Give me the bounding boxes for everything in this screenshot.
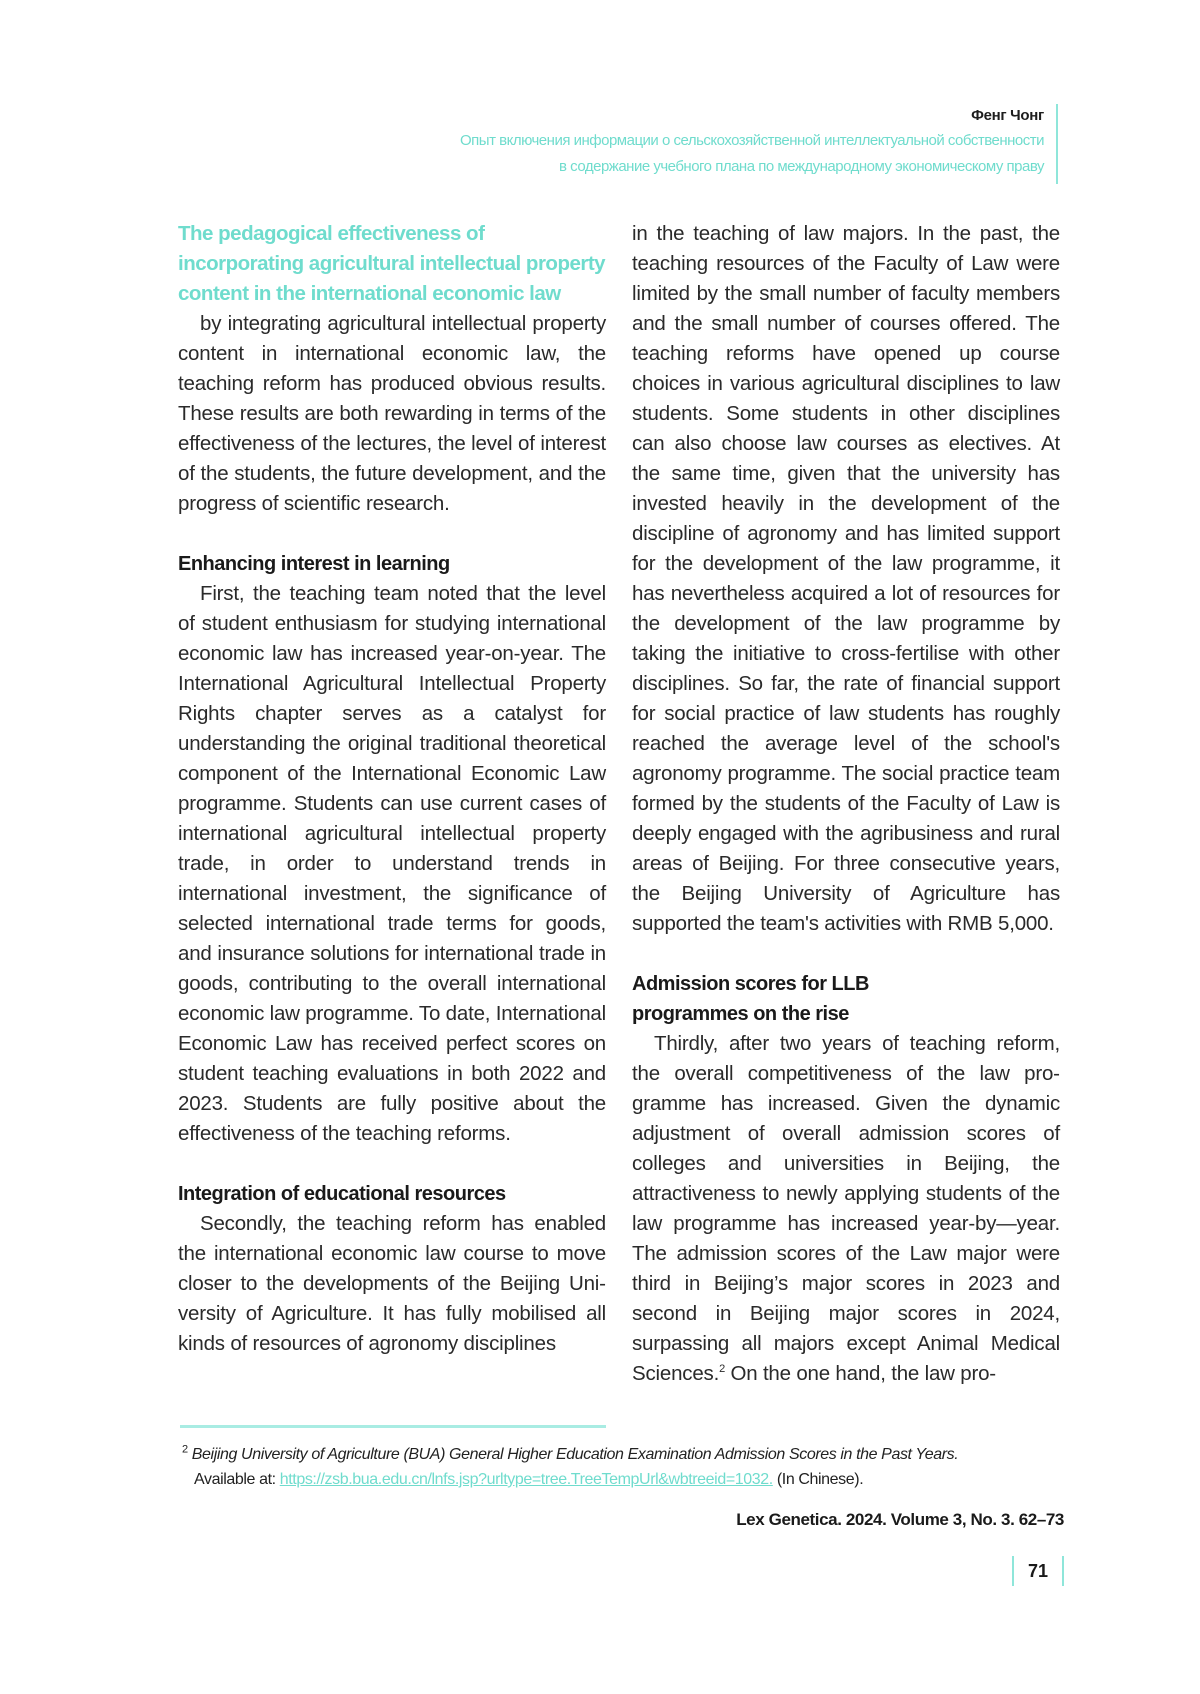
running-head-title-line2: в содержание учебного плана по международному экономическому праву: [559, 158, 1044, 175]
paragraph-admission: [632, 1029, 1060, 1389]
footnote-source: Beijing University of Agriculture (BUA) General Higher Education Examination Admission Scores in the Past Years.: [191, 1446, 959, 1463]
section-title: The pedagogical effectiveness of incorporating agricultural intellectual property content in the international economic law: [178, 222, 606, 305]
footnote-note: (In Chinese).: [772, 1471, 864, 1488]
spacer: [632, 939, 1060, 969]
running-head: [148, 104, 1058, 180]
footnote-line1: [182, 1442, 1082, 1467]
intro-paragraph: by integrating agricultural intellectual property content in international economic law, the teaching reform has produced obvious results. These results are both rewarding in terms of the effectiveness of the lectures, the level of interest of the students, the future development, and the progress of scientific research.: [178, 312, 606, 515]
spacer: [178, 519, 606, 549]
subsection-heading-admission-line2: programmes on the rise: [632, 1003, 849, 1025]
footnote: [182, 1442, 1082, 1492]
subsection-heading-admission-line1: Admission scores for LLB: [632, 973, 869, 995]
subsection-heading-admission: [632, 969, 1060, 1029]
spacer: [178, 1149, 606, 1179]
subsection-heading-resources: Integration of educational resources: [178, 1183, 506, 1205]
footnote-divider: [180, 1425, 606, 1428]
paragraph-resources: Secondly, the teaching reform has enabled the international economic law course to move closer to the developments of the Beijing University of Agriculture. It has fully mobilised all kinds of resources of agronomy disciplines: [178, 1212, 606, 1355]
footnote-link[interactable]: https://zsb.bua.edu.cn/lnfs.jsp?urltype=tree.TreeTempUrl&wbtreeid=1032.: [279, 1471, 773, 1488]
page-number-right-rule: [1062, 1556, 1064, 1586]
paragraph-admission-tail: On the one hand, the law pro-: [725, 1362, 996, 1385]
journal-citation: Lex Genetica. 2024. Volume 3, No. 3. 62–73: [736, 1510, 1064, 1529]
running-head-author: Фенг Чонг: [971, 107, 1044, 124]
running-head-rule: [1056, 104, 1058, 184]
footnote-number: 2: [182, 1443, 188, 1456]
running-head-title-line1: Опыт включения информации о сельскохозяйственной интеллектуальной собственности: [460, 132, 1044, 149]
paragraph-interest: First, the teaching team noted that the level of student enthusiasm for studying international economic law has increased year-on-year. The International Agricultural Intellectual Property Rights chapter serves as a catalyst for understanding the original traditional theoretical component of the International Economic Law programme. Students can use current cases of international agricultural intellectual property trade, in order to understand trends in international investment, the significance of selected international trade terms for goods, and insurance solutions for international trade in goods, contributing to the overall international economic law programme. To date, International Economic Law has received perfect scores on student teaching evaluations in both 2022 and 2023. Students are fully positive about the effectiveness of the teaching reforms.: [178, 582, 606, 1145]
paragraph-admission-text: Thirdly, after two years of teaching reform, the overall competitiveness of the law programme has increased. Given the dynamic adjustment of overall admission scores of colleges and universities in Beijing, the attractiveness to newly applying students of the law programme has increased year-by—year. The admission scores of the Law major were third in Beijing’s major scores in 2023 and second in Beijing major scores in 2024, surpassing all majors except Animal Medical Sciences.: [632, 1032, 1060, 1385]
paragraph-resources-continued: in the teaching of law majors. In the past, the teaching resources of the Faculty of Law were limited by the small number of faculty members and the small number of courses offered. The teaching reforms have opened up course choices in various agricultural disciplines to law students. Some students in other disciplines can also choose law courses as electives. At the same time, given that the university has invested heavily in the development of the discipline of agronomy and has limited support for the development of the law programme, it has nevertheless acquired a lot of resources for the development of the law programme by taking the initiative to cross-fertilise with other disciplines. So far, the rate of financial support for social practice of law students has roughly reached the average level of the school's agronomy programme. The social practice team formed by the students of the Faculty of Law is deeply engaged with the agribusiness and rural areas of Beijing. For three consecutive years, the Beijing University of Agriculture has supported the team's activities with RMB 5,000.: [632, 222, 1060, 935]
page-number: 71: [1027, 1560, 1048, 1581]
footnote-line2: [182, 1467, 1082, 1492]
footnote-reference[interactable]: 2: [719, 1363, 725, 1376]
left-column: [178, 219, 606, 1359]
page-number-box: [1012, 1555, 1064, 1587]
right-column: [632, 219, 1060, 1389]
footnote-available-label: Available at:: [194, 1471, 280, 1488]
subsection-heading-interest: Enhancing interest in learning: [178, 553, 450, 575]
